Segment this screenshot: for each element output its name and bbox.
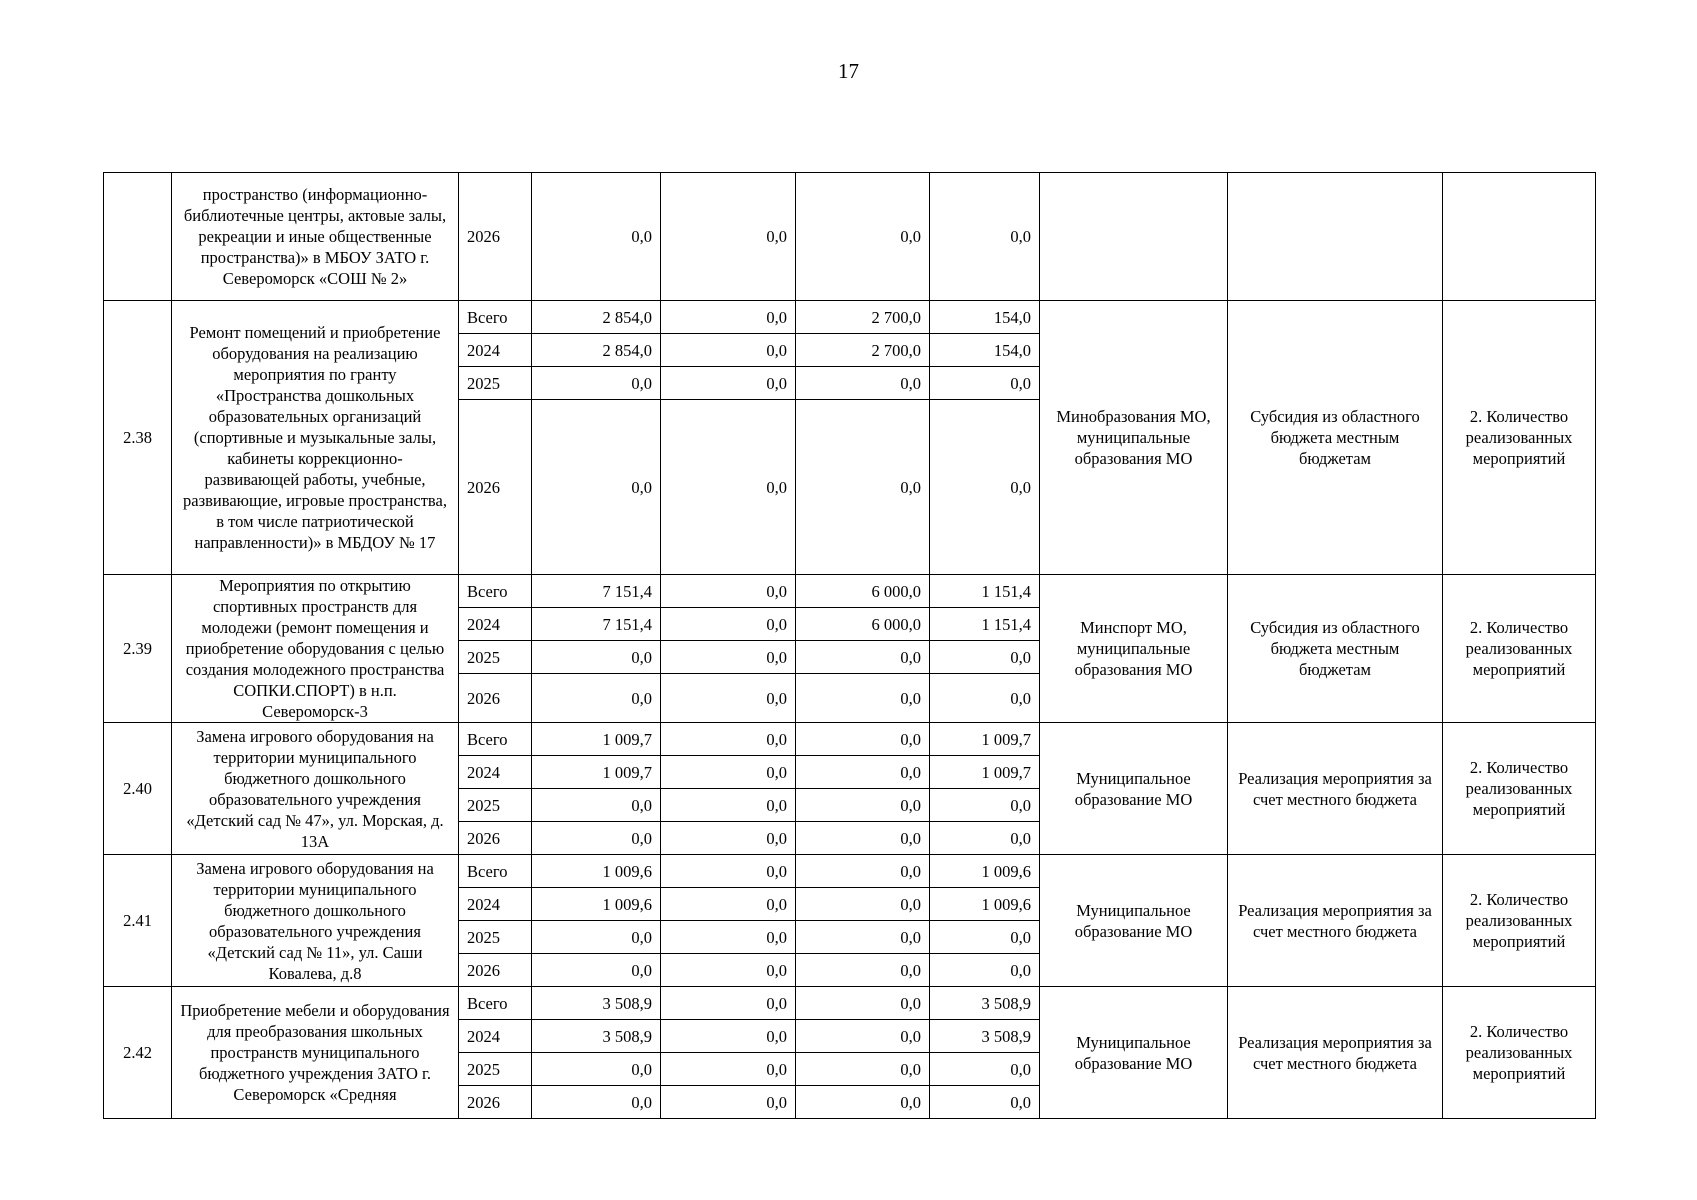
regional-budget-cell: 0,0 [796, 674, 930, 723]
total-cell: 0,0 [532, 641, 661, 674]
row-number-cell: 2.42 [104, 987, 172, 1119]
indicator-cell: 2. Количество реализованных мероприятий [1443, 301, 1596, 575]
regional-budget-cell: 0,0 [796, 641, 930, 674]
year-cell: 2024 [459, 888, 532, 921]
year-cell: 2026 [459, 822, 532, 855]
year-cell: Всего [459, 723, 532, 756]
table-row [104, 301, 1596, 334]
federal-budget-cell: 0,0 [661, 855, 796, 888]
funding-source-cell: Реализация мероприятия за счет местного бюджета [1228, 855, 1443, 987]
regional-budget-cell: 0,0 [796, 855, 930, 888]
local-budget-cell: 3 508,9 [930, 1020, 1040, 1053]
federal-budget-cell: 0,0 [661, 1086, 796, 1119]
budget-table [103, 172, 1596, 1119]
total-cell: 0,0 [532, 1086, 661, 1119]
total-cell: 0,0 [532, 367, 661, 400]
row-number-cell: 2.41 [104, 855, 172, 987]
regional-budget-cell: 0,0 [796, 756, 930, 789]
executor-cell: Муниципальное образование МО [1040, 987, 1228, 1119]
total-cell: 0,0 [532, 954, 661, 987]
indicator-cell: 2. Количество реализованных мероприятий [1443, 987, 1596, 1119]
table-row [104, 575, 1596, 608]
federal-budget-cell: 0,0 [661, 334, 796, 367]
description-cell: пространство (информационно-библиотечные центры, актовые залы, рекреации и иные общественные пространства)» в МБОУ ЗАТО г. Североморск «СОШ № 2» [172, 173, 459, 301]
federal-budget-cell: 0,0 [661, 173, 796, 301]
regional-budget-cell: 0,0 [796, 954, 930, 987]
year-cell: 2024 [459, 334, 532, 367]
executor-cell: Минспорт МО, муниципальные образования МО [1040, 575, 1228, 723]
funding-source-cell: Реализация мероприятия за счет местного бюджета [1228, 987, 1443, 1119]
federal-budget-cell: 0,0 [661, 723, 796, 756]
year-cell: Всего [459, 301, 532, 334]
row-number-cell: 2.39 [104, 575, 172, 723]
year-cell: 2024 [459, 1020, 532, 1053]
regional-budget-cell: 2 700,0 [796, 334, 930, 367]
federal-budget-cell: 0,0 [661, 301, 796, 334]
total-cell: 0,0 [532, 173, 661, 301]
table-body [104, 173, 1596, 1119]
regional-budget-cell: 0,0 [796, 888, 930, 921]
year-cell: 2024 [459, 756, 532, 789]
local-budget-cell: 0,0 [930, 674, 1040, 723]
year-cell: 2025 [459, 367, 532, 400]
federal-budget-cell: 0,0 [661, 608, 796, 641]
federal-budget-cell: 0,0 [661, 367, 796, 400]
regional-budget-cell: 0,0 [796, 1020, 930, 1053]
total-cell: 2 854,0 [532, 334, 661, 367]
local-budget-cell: 1 009,7 [930, 756, 1040, 789]
regional-budget-cell: 0,0 [796, 723, 930, 756]
description-cell: Мероприятия по открытию спортивных пространств для молодежи (ремонт помещения и приобретение оборудования с целью создания молодежного пространства СОПКИ.СПОРТ) в н.п. Североморск-3 [172, 575, 459, 723]
year-cell: 2026 [459, 954, 532, 987]
funding-source-cell: Субсидия из областного бюджета местным бюджетам [1228, 301, 1443, 575]
year-cell: 2026 [459, 1086, 532, 1119]
total-cell: 1 009,6 [532, 855, 661, 888]
local-budget-cell: 0,0 [930, 367, 1040, 400]
table-row [104, 173, 1596, 301]
executor-cell: Муниципальное образование МО [1040, 855, 1228, 987]
federal-budget-cell: 0,0 [661, 921, 796, 954]
local-budget-cell: 0,0 [930, 921, 1040, 954]
row-number-cell: 2.38 [104, 301, 172, 575]
total-cell: 1 009,7 [532, 756, 661, 789]
local-budget-cell: 0,0 [930, 789, 1040, 822]
federal-budget-cell: 0,0 [661, 756, 796, 789]
funding-source-cell: Субсидия из областного бюджета местным бюджетам [1228, 575, 1443, 723]
local-budget-cell: 1 009,6 [930, 888, 1040, 921]
regional-budget-cell: 0,0 [796, 987, 930, 1020]
indicator-cell [1443, 173, 1596, 301]
local-budget-cell: 1 151,4 [930, 575, 1040, 608]
total-cell: 0,0 [532, 921, 661, 954]
year-cell: 2026 [459, 674, 532, 723]
local-budget-cell: 0,0 [930, 173, 1040, 301]
regional-budget-cell: 2 700,0 [796, 301, 930, 334]
year-cell: 2026 [459, 400, 532, 575]
year-cell: 2025 [459, 789, 532, 822]
description-cell: Ремонт помещений и приобретение оборудования на реализацию мероприятия по гранту «Пространства дошкольных образовательных организаций (спортивные и музыкальные залы, кабинеты коррекционно-развивающей работы, учебные, развивающие, игровые пространства, в том числе патриотической направленности)» в МБДОУ № 17 [172, 301, 459, 575]
regional-budget-cell: 0,0 [796, 367, 930, 400]
table-row [104, 855, 1596, 888]
total-cell: 2 854,0 [532, 301, 661, 334]
total-cell: 1 009,6 [532, 888, 661, 921]
federal-budget-cell: 0,0 [661, 1053, 796, 1086]
table-row [104, 987, 1596, 1020]
local-budget-cell: 0,0 [930, 1086, 1040, 1119]
regional-budget-cell: 0,0 [796, 822, 930, 855]
total-cell: 0,0 [532, 789, 661, 822]
page-number: 17 [838, 59, 859, 83]
local-budget-cell: 1 009,7 [930, 723, 1040, 756]
regional-budget-cell: 6 000,0 [796, 608, 930, 641]
total-cell: 0,0 [532, 822, 661, 855]
total-cell: 0,0 [532, 674, 661, 723]
total-cell: 0,0 [532, 400, 661, 575]
federal-budget-cell: 0,0 [661, 575, 796, 608]
table-row [104, 723, 1596, 756]
executor-cell [1040, 173, 1228, 301]
local-budget-cell: 1 151,4 [930, 608, 1040, 641]
federal-budget-cell: 0,0 [661, 674, 796, 723]
local-budget-cell: 0,0 [930, 954, 1040, 987]
federal-budget-cell: 0,0 [661, 822, 796, 855]
year-cell: 2025 [459, 641, 532, 674]
regional-budget-cell: 0,0 [796, 789, 930, 822]
regional-budget-cell: 6 000,0 [796, 575, 930, 608]
year-cell: Всего [459, 855, 532, 888]
total-cell: 0,0 [532, 1053, 661, 1086]
regional-budget-cell: 0,0 [796, 1086, 930, 1119]
year-cell: 2024 [459, 608, 532, 641]
federal-budget-cell: 0,0 [661, 789, 796, 822]
total-cell: 7 151,4 [532, 575, 661, 608]
funding-source-cell: Реализация мероприятия за счет местного бюджета [1228, 723, 1443, 855]
local-budget-cell: 0,0 [930, 641, 1040, 674]
federal-budget-cell: 0,0 [661, 987, 796, 1020]
local-budget-cell: 0,0 [930, 400, 1040, 575]
executor-cell: Муниципальное образование МО [1040, 723, 1228, 855]
local-budget-cell: 1 009,6 [930, 855, 1040, 888]
federal-budget-cell: 0,0 [661, 1020, 796, 1053]
total-cell: 1 009,7 [532, 723, 661, 756]
description-cell: Замена игрового оборудования на территории муниципального бюджетного дошкольного образовательного учреждения «Детский сад № 47», ул. Морская, д. 13А [172, 723, 459, 855]
year-cell: Всего [459, 987, 532, 1020]
local-budget-cell: 0,0 [930, 1053, 1040, 1086]
indicator-cell: 2. Количество реализованных мероприятий [1443, 723, 1596, 855]
local-budget-cell: 3 508,9 [930, 987, 1040, 1020]
federal-budget-cell: 0,0 [661, 954, 796, 987]
total-cell: 3 508,9 [532, 1020, 661, 1053]
federal-budget-cell: 0,0 [661, 888, 796, 921]
regional-budget-cell: 0,0 [796, 173, 930, 301]
description-cell: Замена игрового оборудования на территории муниципального бюджетного дошкольного образовательного учреждения «Детский сад № 11», ул. Саши Ковалева, д.8 [172, 855, 459, 987]
total-cell: 3 508,9 [532, 987, 661, 1020]
regional-budget-cell: 0,0 [796, 400, 930, 575]
local-budget-cell: 154,0 [930, 301, 1040, 334]
year-cell: 2025 [459, 1053, 532, 1086]
indicator-cell: 2. Количество реализованных мероприятий [1443, 575, 1596, 723]
year-cell: Всего [459, 575, 532, 608]
year-cell: 2026 [459, 173, 532, 301]
regional-budget-cell: 0,0 [796, 921, 930, 954]
row-number-cell: 2.40 [104, 723, 172, 855]
executor-cell: Минобразования МО, муниципальные образования МО [1040, 301, 1228, 575]
description-cell: Приобретение мебели и оборудования для преобразования школьных пространств муниципального бюджетного учреждения ЗАТО г. Североморск «Средняя [172, 987, 459, 1119]
row-number-cell [104, 173, 172, 301]
local-budget-cell: 0,0 [930, 822, 1040, 855]
regional-budget-cell: 0,0 [796, 1053, 930, 1086]
federal-budget-cell: 0,0 [661, 641, 796, 674]
total-cell: 7 151,4 [532, 608, 661, 641]
federal-budget-cell: 0,0 [661, 400, 796, 575]
year-cell: 2025 [459, 921, 532, 954]
funding-source-cell [1228, 173, 1443, 301]
local-budget-cell: 154,0 [930, 334, 1040, 367]
indicator-cell: 2. Количество реализованных мероприятий [1443, 855, 1596, 987]
